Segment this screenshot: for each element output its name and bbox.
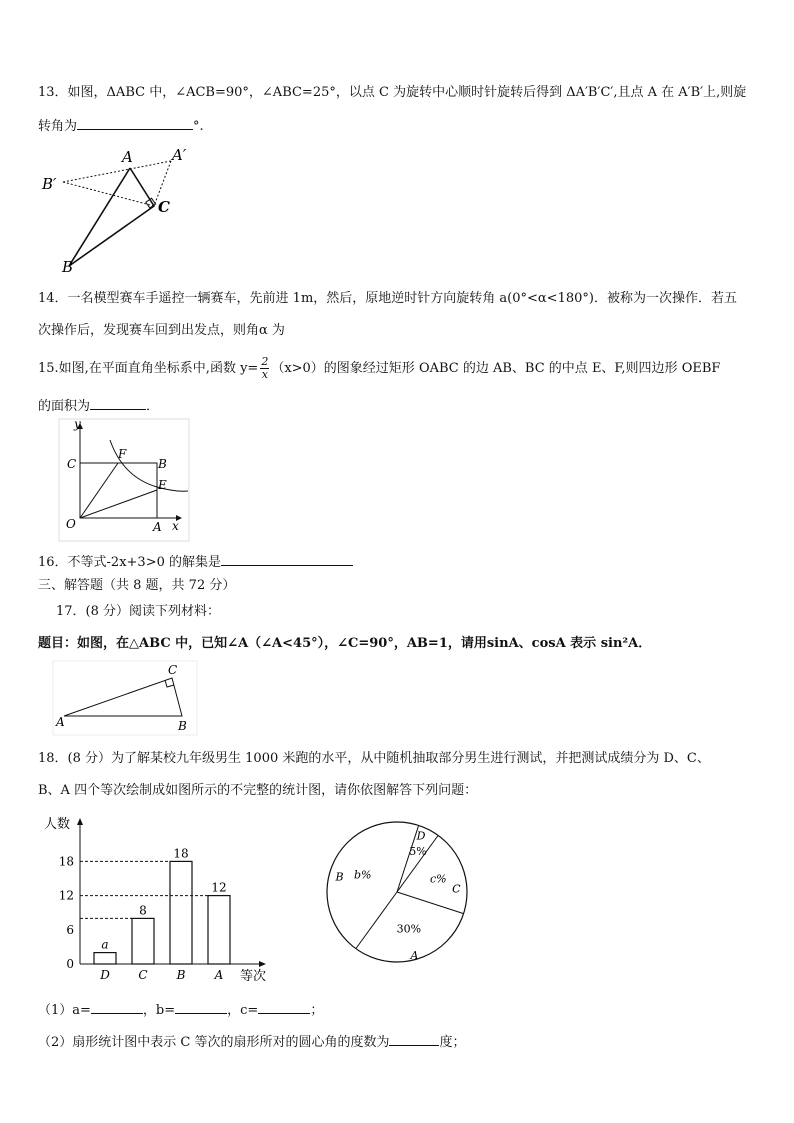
x-tick-label: D — [100, 968, 110, 982]
y-tick-label: 6 — [66, 922, 74, 937]
label-c: C — [168, 663, 178, 677]
label-a: A — [153, 520, 162, 534]
q15-line2-end: ． — [146, 399, 160, 414]
label-b: B — [178, 719, 187, 733]
q15-line1 — [38, 356, 764, 381]
bar-value-label: 8 — [139, 903, 147, 918]
label-a-prime: A′ — [172, 146, 187, 164]
section-3-title: 三、解答题（共 8 题，共 72 分） — [38, 578, 236, 593]
q13-answer-blank — [77, 116, 193, 130]
bar-D — [94, 953, 116, 964]
q15-line2-text: 的面积为 — [38, 399, 91, 414]
q15-fraction-den: x — [261, 368, 268, 381]
triangle-abc — [64, 678, 182, 716]
q13-line2-end: °. — [193, 119, 204, 134]
bar-chart — [36, 812, 276, 984]
x-tick-label: B — [176, 968, 186, 982]
bar-C — [132, 918, 154, 964]
x-axis-label: 等次 — [240, 969, 267, 984]
bar-value-label: 18 — [173, 846, 189, 861]
q18-sub1-c: ，c= — [227, 1003, 259, 1018]
q13-line2 — [38, 116, 764, 136]
q18-sub2-a: （2）扇形统计图中表示 C 等次的扇形所对的圆心角的度数为 — [38, 1035, 390, 1050]
pie-category-label: B — [335, 870, 344, 884]
q15-coordinate-figure — [58, 418, 190, 542]
y-tick-label: 12 — [58, 888, 74, 903]
q17-text: 题目：如图，在△ABC 中，已知∠A（∠A<45°），∠C=90°，AB=1，请用sinA、cosA 表示 sin²A． — [38, 636, 652, 651]
y-tick-label: 18 — [58, 854, 74, 869]
q17-intro: 17．(8 分）阅读下列材料： — [56, 604, 221, 619]
x-tick-label: A — [214, 968, 224, 982]
q16-answer-blank — [221, 552, 353, 566]
q15-fraction-num: 2 — [261, 355, 269, 368]
q16-line — [38, 552, 764, 572]
x-tick-label: C — [138, 968, 148, 982]
q14-line1: 14．一名模型赛车手遥控一辆赛车，先前进 1m，然后，原地逆时针方向旋转角 a(0°<α<180°)．被称为一次操作．若五 — [38, 291, 737, 306]
rectangle-oabc — [80, 463, 157, 518]
q15-text-a: 15.如图,在平面直角坐标系中,函数 y= — [38, 361, 259, 376]
blank-c — [258, 1000, 310, 1014]
q13-line2-text: 转角为 — [38, 119, 78, 134]
q15-text-b: （x>0）的图象经过矩形 OABC 的边 AB、BC 的中点 E、F,则四边形 OEBF — [271, 361, 721, 376]
blank-b — [175, 1000, 227, 1014]
y-axis-label: 人数 — [44, 817, 71, 832]
q17-triangle-figure — [52, 660, 198, 736]
segment-b-prime-a-prime — [63, 161, 171, 182]
q15-line2 — [38, 396, 764, 416]
label-c: C — [158, 198, 170, 216]
label-a: A — [56, 715, 65, 729]
blank-a — [91, 1000, 143, 1014]
q14-line2: 次操作后，发现赛车回到出发点，则角α 为 — [38, 323, 285, 338]
bar-value-label: a — [101, 937, 109, 952]
label-x: x — [172, 519, 179, 533]
q18-sub1-end: ； — [310, 1003, 324, 1018]
q13-line1: 13．如图，ΔABC 中，∠ACB=90°，∠ABC=25°，以点 C 为旋转中心顺时针旋转后得到 ΔA′B′C′,且点 A 在 A′B′上,则旋 — [38, 85, 747, 100]
q18-sub1-b: ，b= — [142, 1003, 176, 1018]
bar-A — [208, 896, 230, 964]
q18-line2: B、A 四个等次绘制成如图所示的不完整的统计图，请你依图解答下列问题： — [38, 783, 478, 798]
q18-sub2-b: 度； — [439, 1035, 466, 1050]
pie-slice-label: c% — [429, 872, 447, 886]
pie-category-label: C — [452, 882, 461, 896]
blank-angle — [389, 1032, 439, 1046]
label-a: A — [122, 148, 133, 166]
q16-text: 16．不等式-2x+3>0 的解集是 — [38, 555, 221, 570]
label-b-prime: B′ — [42, 175, 57, 193]
q15-fraction — [260, 356, 269, 381]
label-f: F — [118, 447, 127, 461]
pie-chart — [322, 800, 472, 970]
triangle-abc — [69, 168, 154, 266]
bar-value-label: 12 — [211, 880, 227, 895]
pie-category-label: A — [410, 949, 419, 962]
q18-line1: 18．(8 分）为了解某校九年级男生 1000 米跑的水平，从中随机抽取部分男生进行测试，并把测试成绩分为 D、C、 — [38, 751, 710, 766]
bar-B — [170, 861, 192, 964]
label-c: C — [67, 457, 77, 471]
label-o: O — [66, 517, 76, 531]
pie-category-label: D — [416, 829, 426, 843]
label-b: B — [62, 258, 74, 276]
label-e: E — [158, 478, 167, 492]
pie-slice-label: 30% — [396, 922, 422, 936]
q18-sub1 — [38, 1000, 764, 1020]
y-tick-label: 0 — [66, 957, 74, 971]
q15-answer-blank — [90, 396, 146, 410]
pie-slice-label: 5% — [409, 844, 427, 858]
q18-sub2 — [38, 1032, 764, 1052]
y-axis-arrow — [77, 818, 83, 825]
q18-sub1-a: （1）a= — [38, 1003, 91, 1018]
pie-slice-label: b% — [353, 868, 372, 882]
label-y: y — [74, 418, 81, 431]
q13-triangle-figure — [36, 142, 196, 278]
x-axis-arrow — [259, 961, 266, 967]
label-b: B — [158, 457, 167, 471]
